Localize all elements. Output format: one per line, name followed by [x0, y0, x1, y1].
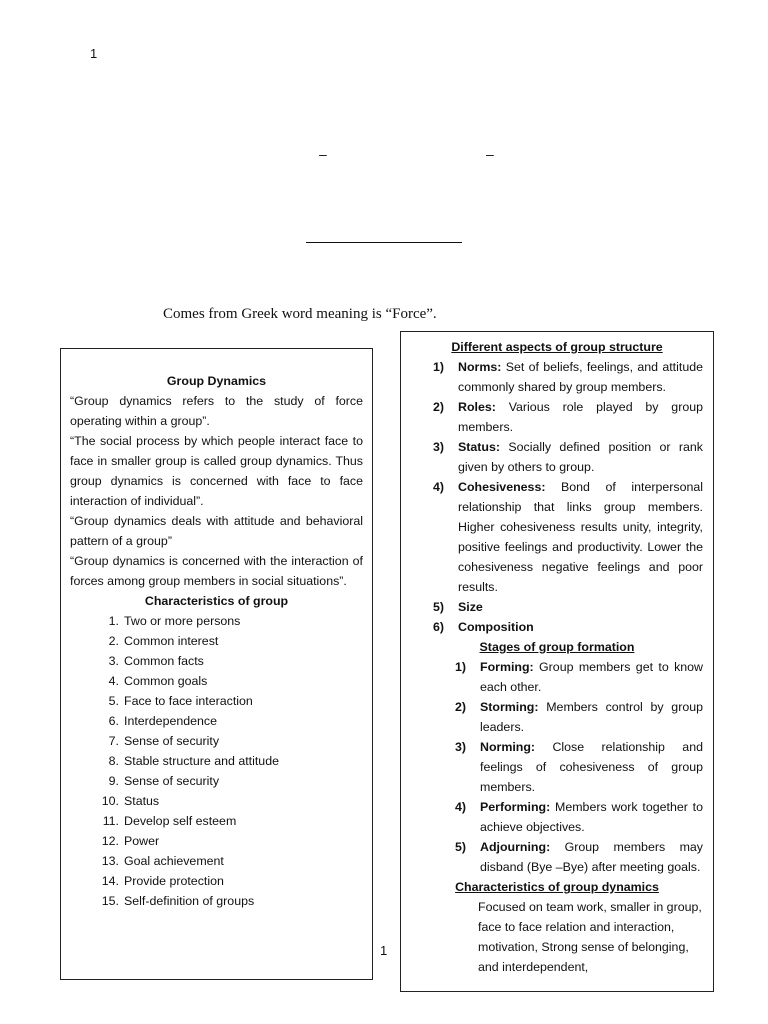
item-number: 11.: [102, 814, 119, 828]
item-number: 3): [433, 440, 445, 454]
list-item: [93, 811, 363, 831]
list-item: [93, 751, 363, 771]
list-item: [93, 611, 363, 631]
item-number: 4.: [108, 674, 119, 688]
dynamics-characteristics-title: Characteristics of group dynamics: [455, 880, 659, 894]
item-text: Interdependence: [124, 714, 218, 728]
group-structure-box: [400, 331, 714, 992]
item-text: Group members get to know each other.: [480, 660, 703, 694]
structure-list: [411, 357, 703, 637]
item-number: 2): [455, 700, 467, 714]
item-text: Goal achievement: [124, 854, 224, 868]
item-number: 4): [455, 800, 467, 814]
item-number: 13.: [101, 854, 119, 868]
item-term: Roles:: [458, 400, 496, 414]
item-number: 3.: [108, 654, 119, 668]
list-item: [93, 691, 363, 711]
dynamics-characteristics-text: Focused on team work, smaller in group, face to face relation and interaction, motivation, Strong sense of belonging, and interdependent,: [478, 900, 702, 974]
list-item: [93, 871, 363, 891]
item-text: Self-definition of groups: [124, 894, 255, 908]
item-term: Norms:: [458, 360, 502, 374]
title-dash-right: –: [486, 146, 494, 162]
item-number: 1): [455, 660, 467, 674]
list-item: [93, 731, 363, 751]
list-item: [93, 891, 363, 911]
item-text: Stable structure and attitude: [124, 754, 279, 768]
item-number: 6): [433, 620, 445, 634]
item-text: Common interest: [124, 634, 219, 648]
list-item: [93, 711, 363, 731]
list-item: [93, 851, 363, 871]
list-item: [455, 657, 703, 697]
item-number: 5): [455, 840, 467, 854]
item-number: 9.: [108, 774, 119, 788]
item-text: Bond of interpersonal relationship that links group members. Higher cohesiveness results unity, integrity, positive feelings and productivity. Lower the cohesiveness negative feelings and poor results.: [458, 480, 703, 594]
item-text: Face to face interaction: [124, 694, 253, 708]
item-number: 15.: [101, 894, 119, 908]
page-number-middle: 1: [380, 943, 388, 958]
group-dynamics-box: [60, 348, 373, 980]
list-item: [93, 651, 363, 671]
title-underline: [306, 242, 462, 243]
item-term: Cohesiveness:: [458, 480, 546, 494]
item-text: Provide protection: [124, 874, 224, 888]
characteristics-list: [70, 611, 363, 911]
item-number: 2.: [108, 634, 119, 648]
item-text: Various role played by group members.: [458, 400, 703, 434]
item-term: Performing:: [480, 800, 551, 814]
list-item: [433, 597, 703, 617]
item-term: Size: [458, 600, 483, 614]
item-text: Socially defined position or rank given by others to group.: [458, 440, 703, 474]
item-number: 1.: [108, 614, 119, 628]
definition-3: “Group dynamics deals with attitude and behavioral pattern of a group”: [70, 514, 363, 548]
stages-title: Stages of group formation: [479, 640, 635, 654]
item-text: Develop self esteem: [124, 814, 237, 828]
item-number: 1): [433, 360, 445, 374]
item-number: 6.: [108, 714, 119, 728]
list-item: [455, 837, 703, 877]
title-dash-left: –: [319, 146, 327, 162]
item-number: 12.: [101, 834, 119, 848]
characteristics-title: Characteristics of group: [144, 594, 289, 608]
item-text: Power: [124, 834, 160, 848]
item-text: Group members may disband (Bye –Bye) after meeting goals.: [480, 840, 703, 874]
list-item: [433, 397, 703, 437]
list-item: [455, 697, 703, 737]
list-item: [433, 437, 703, 477]
list-item: [93, 631, 363, 651]
item-text: Members work together to achieve objectives.: [480, 800, 703, 834]
list-item: [93, 671, 363, 691]
list-item: [93, 831, 363, 851]
definition-1: “Group dynamics refers to the study of force operating within a group”.: [70, 394, 363, 428]
group-dynamics-title: Group Dynamics: [166, 374, 267, 388]
item-number: 4): [433, 480, 445, 494]
list-item: [455, 737, 703, 797]
item-text: Members control by group leaders.: [480, 700, 703, 734]
item-number: 7.: [108, 734, 119, 748]
item-text: Common goals: [124, 674, 208, 688]
item-term: Storming:: [480, 700, 539, 714]
item-term: Norming:: [480, 740, 536, 754]
page-number-top: 1: [90, 46, 98, 61]
item-text: Two or more persons: [124, 614, 241, 628]
item-text: Status: [124, 794, 160, 808]
item-number: 8.: [108, 754, 119, 768]
structure-title: Different aspects of group structure: [451, 340, 663, 354]
item-text: Close relationship and feelings of cohesiveness of group members.: [480, 740, 703, 794]
item-text: Sense of security: [124, 734, 220, 748]
item-number: 5): [433, 600, 445, 614]
item-term: Status:: [458, 440, 500, 454]
list-item: [93, 791, 363, 811]
item-number: 10.: [101, 794, 119, 808]
list-item: [433, 477, 703, 597]
definition-4: “Group dynamics is concerned with the interaction of forces among group members in social situations”.: [70, 554, 363, 588]
list-item: [433, 357, 703, 397]
item-term: Adjourning:: [480, 840, 551, 854]
list-item: [93, 771, 363, 791]
item-number: 5.: [108, 694, 119, 708]
list-item: [433, 617, 703, 637]
item-text: Common facts: [124, 654, 204, 668]
item-term: Forming:: [480, 660, 534, 674]
intro-sentence: Comes from Greek word meaning is “Force”.: [163, 306, 437, 322]
item-text: Sense of security: [124, 774, 220, 788]
stages-list: [411, 657, 703, 877]
definition-2: “The social process by which people interact face to face in smaller group is called group dynamics. Thus group dynamics is concerned with face to face interaction of individual”.: [70, 434, 363, 508]
item-number: 3): [455, 740, 467, 754]
item-term: Composition: [458, 620, 534, 634]
list-item: [455, 797, 703, 837]
item-number: 14.: [101, 874, 119, 888]
item-text: Set of beliefs, feelings, and attitude commonly shared by group members.: [458, 360, 703, 394]
item-number: 2): [433, 400, 445, 414]
